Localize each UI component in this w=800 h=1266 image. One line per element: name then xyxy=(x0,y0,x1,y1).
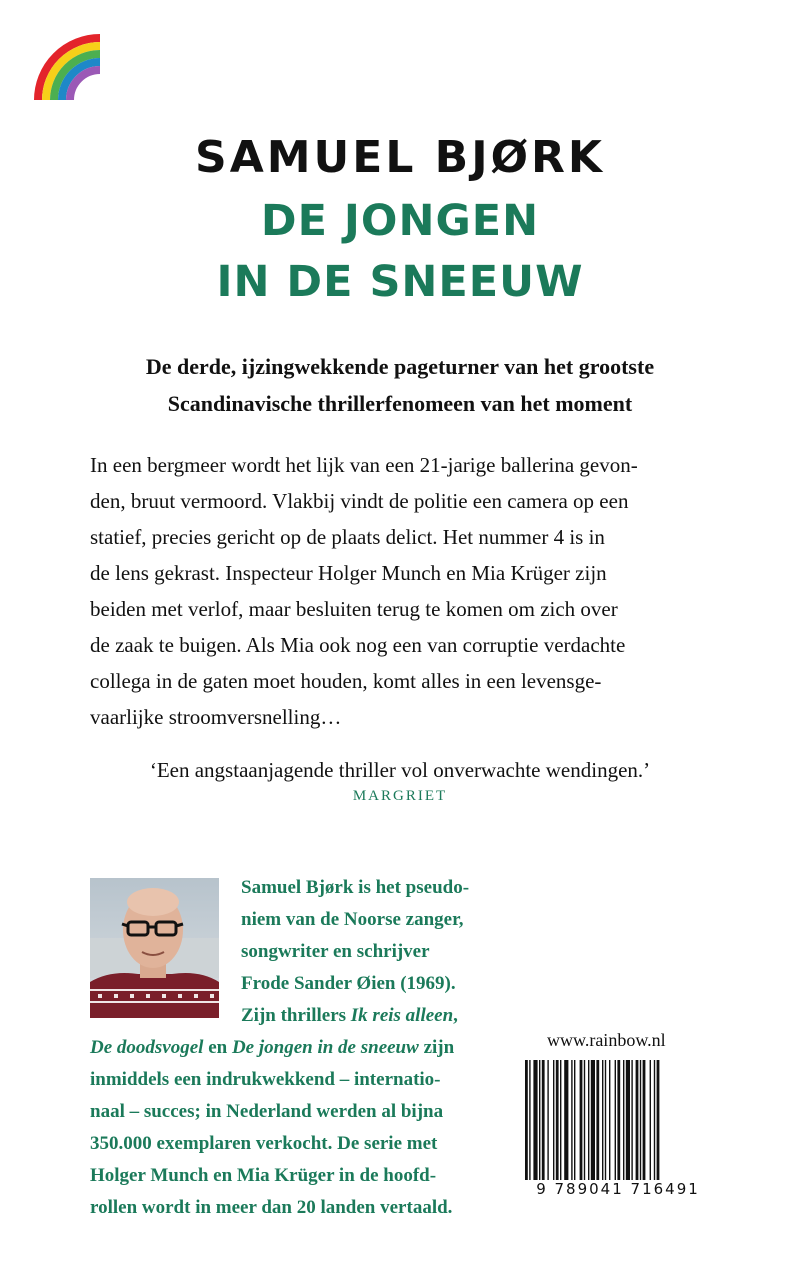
blurb-line: In een bergmeer wordt het lijk van een 21-jarige ballerina gevon- xyxy=(90,453,638,477)
publisher-website[interactable]: www.rainbow.nl xyxy=(547,1030,666,1050)
barcode-bar xyxy=(542,1060,545,1190)
barcode-bar xyxy=(617,1060,620,1190)
blurb-line: de zaak te buigen. Als Mia ook nog een van corruptie verdachte xyxy=(90,633,626,657)
bio-line: inmiddels een indrukwekkend – internatio- xyxy=(90,1069,441,1090)
bio-line: niem van de Noorse zanger, xyxy=(241,909,464,930)
bio-line: 350.000 exemplaren verkocht. De serie met xyxy=(90,1133,438,1154)
barcode-bar xyxy=(529,1060,530,1190)
barcode-bar xyxy=(626,1060,630,1190)
barcode-bar xyxy=(584,1060,585,1190)
blurb-line: vaarlijke stroomversnelling… xyxy=(90,705,342,729)
barcode-bar xyxy=(547,1060,548,1190)
barcode-bar xyxy=(654,1060,655,1190)
author-name: SAMUEL BJØRK xyxy=(195,132,605,183)
bio-line: Samuel Bjørk is het pseudo- xyxy=(241,877,470,898)
blurb-line: den, bruut vermoord. Vlakbij vindt de politie een camera op een xyxy=(90,489,629,513)
barcode-bar xyxy=(623,1060,624,1190)
barcode-bar xyxy=(643,1060,646,1190)
bio-line: De doodsvogel en De jongen in de sneeuw zijn xyxy=(90,1037,455,1058)
blurb-line: collega in de gaten moet houden, komt alles in een levensge- xyxy=(90,669,602,693)
barcode-bar xyxy=(591,1060,595,1190)
blurb-line: beiden met verlof, maar besluiten terug te komen om zich over xyxy=(90,597,618,621)
bio-line: Zijn thrillers Ik reis alleen, xyxy=(241,1005,458,1026)
bio-line: songwriter en schrijver xyxy=(241,941,430,962)
barcode-bar xyxy=(533,1060,537,1190)
book-title-line-2: IN DE SNEEUW xyxy=(216,257,584,307)
barcode-bar xyxy=(615,1060,616,1190)
blurb-line: de lens gekrast. Inspecteur Holger Munch en Mia Krüger zijn xyxy=(90,561,607,585)
barcode-bar xyxy=(657,1060,660,1190)
barcode-bar xyxy=(636,1060,639,1190)
barcode-bar xyxy=(556,1060,559,1190)
bio-line: naal – succes; in Nederland werden al bijna xyxy=(90,1101,444,1122)
isbn-number: 9 789041 716491 xyxy=(523,1180,713,1198)
bio-line: Holger Munch en Mia Krüger in de hoofd- xyxy=(90,1165,437,1186)
barcode-bar xyxy=(609,1060,610,1190)
blurb xyxy=(90,447,730,735)
blurb-line: statief, precies gericht op de plaats delict. Het nummer 4 is in xyxy=(90,525,605,549)
barcode-bar xyxy=(571,1060,572,1190)
barcode-bar xyxy=(650,1060,651,1190)
barcode-bar xyxy=(580,1060,583,1190)
barcode-bar xyxy=(605,1060,606,1190)
barcode-bar xyxy=(564,1060,568,1190)
bio-line: rollen wordt in meer dan 20 landen vertaald. xyxy=(90,1197,453,1218)
isbn-barcode xyxy=(523,1060,713,1190)
barcode-bar xyxy=(525,1060,528,1190)
barcode-bar xyxy=(631,1060,632,1190)
barcode-bar xyxy=(539,1060,540,1190)
tagline-line-2: Scandinavische thrillerfenomeen van het moment xyxy=(167,391,633,416)
barcode-bar xyxy=(553,1060,554,1190)
review-quote: ‘Een angstaanjagende thriller vol onverwachte wendingen.’ xyxy=(149,758,651,782)
barcode-bar xyxy=(596,1060,599,1190)
author-photo xyxy=(90,878,219,1018)
barcode-bar xyxy=(560,1060,561,1190)
barcode-bar xyxy=(574,1060,575,1190)
tagline-line-1: De derde, ijzingwekkende pageturner van het grootste xyxy=(145,354,655,379)
barcode-bar xyxy=(602,1060,603,1190)
barcode-bar xyxy=(640,1060,641,1190)
rainbow-logo-icon xyxy=(30,30,102,102)
barcode-bar xyxy=(588,1060,589,1190)
bio-line: Frode Sander Øien (1969). xyxy=(241,973,456,994)
review-source: MARGRIET xyxy=(352,788,448,804)
book-title-line-1: DE JONGEN xyxy=(260,196,540,246)
